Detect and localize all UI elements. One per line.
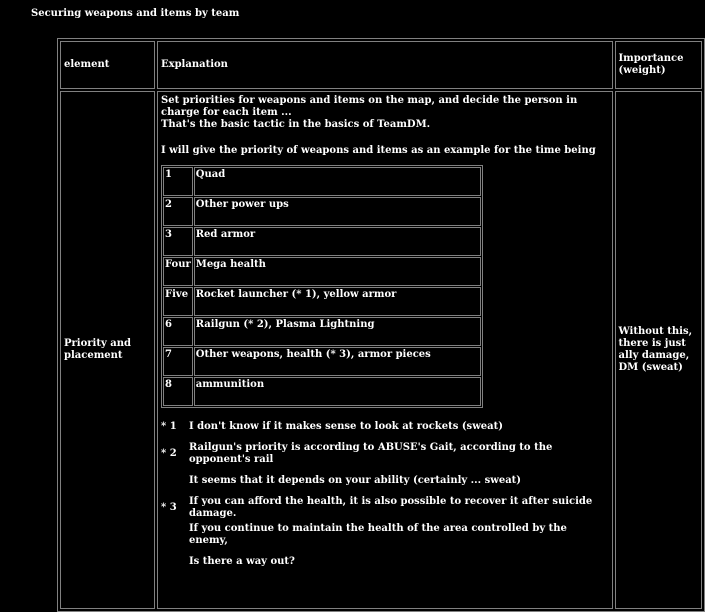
priority-rank: 6 bbox=[163, 317, 193, 346]
footnotes bbox=[161, 413, 609, 575]
priority-rank: 3 bbox=[163, 227, 193, 256]
priority-row bbox=[163, 257, 481, 286]
footnote bbox=[161, 521, 609, 548]
importance-cell: Without this, there is just ally damage, DM (sweat) bbox=[615, 91, 703, 609]
footnote-mark: * 1 bbox=[160, 420, 177, 432]
footnote-mark: * 3 bbox=[160, 501, 177, 513]
intro-line: That's the basic tactic in the basics of TeamDM. bbox=[160, 119, 431, 130]
footnote-mark: * 2 bbox=[160, 447, 177, 459]
table-header-row bbox=[60, 41, 702, 89]
priority-row bbox=[163, 347, 481, 376]
element-cell: Priority and placement bbox=[60, 91, 155, 609]
priority-table bbox=[161, 165, 483, 408]
priority-rank: Five bbox=[163, 287, 193, 316]
priority-item: Rocket launcher (* 1), yellow armor bbox=[194, 287, 481, 316]
priority-item: Red armor bbox=[194, 227, 481, 256]
footnote bbox=[161, 548, 609, 575]
footnote-text: If you can afford the health, it is also possible to recover it after suicide damage. bbox=[188, 495, 593, 519]
priority-item: ammunition bbox=[194, 377, 481, 406]
priority-item: Railgun (* 2), Plasma Lightning bbox=[194, 317, 481, 346]
priority-item: Other power ups bbox=[194, 197, 481, 226]
table-row bbox=[60, 91, 702, 609]
footnote-text: I don't know if it makes sense to look at rockets (sweat) bbox=[188, 420, 503, 432]
footnote-text: If you continue to maintain the health of the area controlled by the enemy, bbox=[188, 522, 567, 546]
priority-row bbox=[163, 227, 481, 256]
intro-line: I will give the priority of weapons and items as an example for the time being bbox=[160, 145, 596, 156]
footnote bbox=[161, 494, 609, 521]
priority-item: Mega health bbox=[194, 257, 481, 286]
tactics-table bbox=[57, 38, 705, 612]
footnote-text: It seems that it depends on your ability (certainly ... sweat) bbox=[188, 474, 522, 486]
priority-item: Quad bbox=[194, 167, 481, 196]
intro-line: Set priorities for weapons and items on the map, and decide the person in charge for each item ... bbox=[160, 95, 578, 118]
footnote bbox=[161, 413, 609, 440]
priority-rank: 2 bbox=[163, 197, 193, 226]
priority-row bbox=[163, 287, 481, 316]
priority-row bbox=[163, 377, 481, 406]
footnote bbox=[161, 440, 609, 467]
page-title: Securing weapons and items by team bbox=[31, 8, 240, 19]
header-importance: Importance (weight) bbox=[615, 41, 703, 89]
footnote bbox=[161, 467, 609, 494]
intro-text bbox=[161, 95, 609, 157]
priority-item: Other weapons, health (* 3), armor pieces bbox=[194, 347, 481, 376]
priority-rank: 8 bbox=[163, 377, 193, 406]
priority-rank: 7 bbox=[163, 347, 193, 376]
priority-row bbox=[163, 167, 481, 196]
priority-row bbox=[163, 197, 481, 226]
footnote-text: Is there a way out? bbox=[188, 555, 295, 567]
header-element: element bbox=[60, 41, 155, 89]
explanation-cell bbox=[157, 91, 613, 609]
priority-row bbox=[163, 317, 481, 346]
priority-rank: 1 bbox=[163, 167, 193, 196]
footnote-text: Railgun's priority is according to ABUSE's Gait, according to the opponent's rail bbox=[188, 441, 553, 465]
priority-rank: Four bbox=[163, 257, 193, 286]
header-explanation: Explanation bbox=[157, 41, 613, 89]
